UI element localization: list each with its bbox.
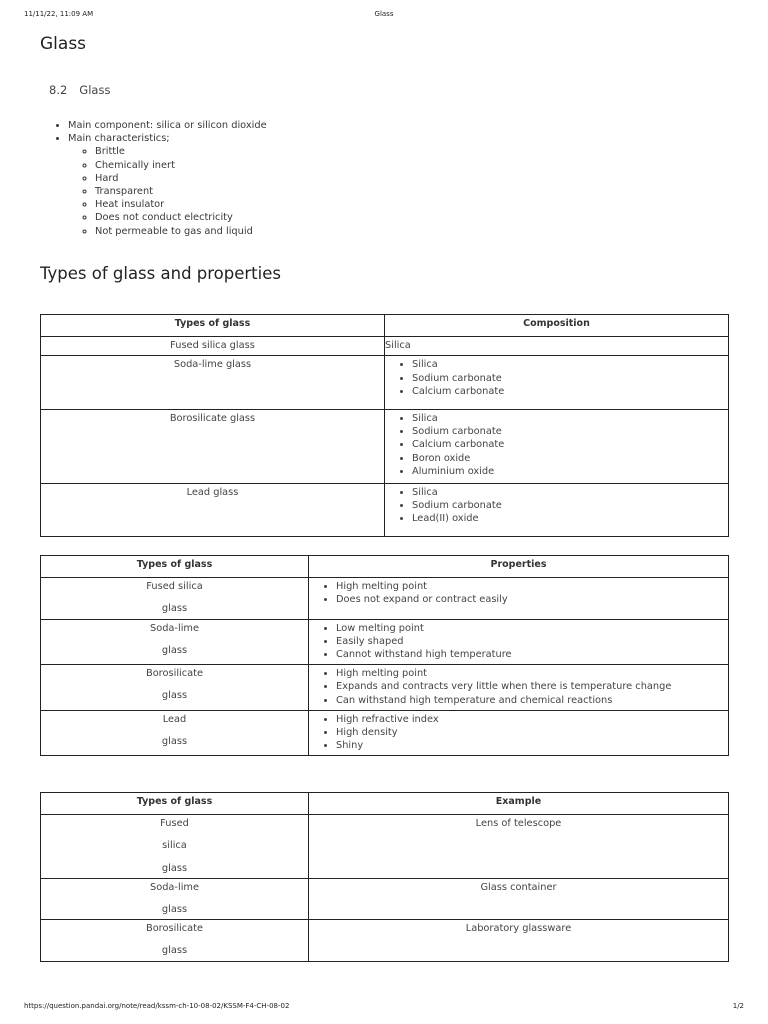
list-item: ◦ Hard	[95, 172, 267, 185]
list-item	[68, 132, 267, 238]
composition-table	[40, 314, 729, 537]
properties-list	[309, 580, 728, 606]
property-item: • High melting point	[336, 667, 728, 680]
glass-type-line: Soda-lime	[150, 881, 199, 893]
composition-cell	[385, 337, 729, 356]
property-item: • Easily shaped	[336, 635, 728, 648]
properties-list	[309, 622, 728, 662]
list-item: ◦ Does not conduct electricity	[95, 211, 267, 224]
example-cell: Laboratory glassware	[309, 920, 729, 961]
print-datetime: 11/11/22, 11:09 AM	[24, 10, 94, 18]
composition-item: • Lead(II) oxide	[412, 512, 728, 525]
glass-type-cell: Borosilicate glass	[41, 410, 385, 484]
glass-type-cell	[41, 878, 309, 919]
composition-item: • Boron oxide	[412, 452, 728, 465]
column-header: Types of glass	[41, 793, 309, 815]
composition-list	[385, 358, 728, 398]
section-heading	[49, 83, 110, 97]
composition-item: • Silica	[412, 358, 728, 371]
property-item: • Cannot withstand high temperature	[336, 648, 728, 661]
list-item: • Main component: silica or silicon dioxide	[68, 119, 267, 132]
glass-type-line: glass	[161, 904, 188, 916]
composition-item: • Sodium carbonate	[412, 372, 728, 385]
table-row	[41, 356, 729, 410]
glass-type-line: glass	[161, 736, 188, 748]
table-row	[41, 920, 729, 961]
glass-type-line: Fused silica	[146, 581, 203, 593]
glass-type-cell	[41, 619, 309, 665]
glass-type-line: silica	[162, 840, 187, 852]
list-item: ◦ Transparent	[95, 185, 267, 198]
table-header-row	[41, 556, 729, 578]
glass-type-line: glass	[161, 644, 188, 656]
table-row	[41, 710, 729, 756]
table-row	[41, 878, 729, 919]
print-header	[0, 10, 768, 22]
table-row	[41, 337, 729, 356]
composition-item: • Aluminium oxide	[412, 465, 728, 478]
glass-type-cell	[41, 665, 309, 711]
composition-item: • Silica	[412, 486, 728, 499]
example-cell: Lens of telescope	[309, 815, 729, 879]
table-header-row	[41, 315, 729, 337]
property-item: • Expands and contracts very little when there is temperature change	[336, 680, 728, 693]
glass-type-line: glass	[161, 603, 188, 615]
glass-type-line: Borosilicate	[145, 923, 204, 935]
table-row	[41, 484, 729, 537]
characteristics-label: Main characteristics;	[68, 133, 170, 145]
composition-list	[385, 486, 728, 526]
table-row	[41, 578, 729, 619]
example-cell: Glass container	[309, 878, 729, 919]
composition-item: Silica	[385, 340, 411, 352]
list-item: ◦ Brittle	[95, 145, 267, 158]
properties-table	[40, 555, 729, 756]
table-row	[41, 665, 729, 711]
composition-item: • Sodium carbonate	[412, 425, 728, 438]
column-header: Properties	[309, 556, 729, 578]
glass-type-cell	[41, 920, 309, 961]
glass-type-line: Soda-lime	[150, 622, 199, 634]
composition-cell	[385, 410, 729, 484]
list-item: ◦ Not permeable to gas and liquid	[95, 225, 267, 238]
properties-list	[309, 667, 728, 707]
list-item: ◦ Heat insulator	[95, 198, 267, 211]
composition-item: • Silica	[412, 412, 728, 425]
property-item: • Low melting point	[336, 622, 728, 635]
properties-cell	[309, 619, 729, 665]
table-row	[41, 815, 729, 879]
types-heading: Types of glass and properties	[40, 264, 281, 283]
print-footer	[0, 1002, 768, 1014]
glass-type-cell	[41, 710, 309, 756]
column-header: Types of glass	[41, 315, 385, 337]
column-header: Types of glass	[41, 556, 309, 578]
properties-cell	[309, 578, 729, 619]
column-header: Composition	[385, 315, 729, 337]
glass-type-cell: Fused silica glass	[41, 337, 385, 356]
section-title: Glass	[79, 83, 111, 97]
glass-type-cell	[41, 578, 309, 619]
page-title: Glass	[40, 34, 87, 54]
glass-type-line: Borosilicate	[145, 668, 204, 680]
glass-type-cell	[41, 815, 309, 879]
column-header: Example	[309, 793, 729, 815]
table-header-row	[41, 793, 729, 815]
glass-type-cell: Soda-lime glass	[41, 356, 385, 410]
glass-type-line: Fused	[160, 818, 189, 830]
properties-list	[309, 713, 728, 753]
section-number: 8.2	[49, 83, 68, 97]
properties-cell	[309, 665, 729, 711]
property-item: • High melting point	[336, 580, 728, 593]
composition-cell	[385, 356, 729, 410]
composition-item: • Calcium carbonate	[412, 385, 728, 398]
property-item: • High refractive index	[336, 713, 728, 726]
property-item: • Shiny	[336, 739, 728, 752]
glass-type-line: glass	[161, 945, 188, 957]
composition-item: • Calcium carbonate	[412, 438, 728, 451]
property-item: • Does not expand or contract easily	[336, 593, 728, 606]
composition-list	[385, 412, 728, 478]
page-number: 1/2	[732, 1002, 744, 1010]
composition-item: • Sodium carbonate	[412, 499, 728, 512]
print-url: https://question.pandai.org/note/read/kssm-ch-10-08-02/KSSM-F4-CH-08-02	[24, 1002, 290, 1010]
property-item: • High density	[336, 726, 728, 739]
glass-type-cell: Lead glass	[41, 484, 385, 537]
print-title: Glass	[374, 10, 394, 18]
main-list	[68, 119, 267, 238]
glass-type-line: glass	[161, 690, 188, 702]
characteristics-list	[68, 145, 267, 237]
glass-type-line: Lead	[162, 713, 187, 725]
property-item: • Can withstand high temperature and chemical reactions	[336, 694, 728, 707]
list-item: ◦ Chemically inert	[95, 159, 267, 172]
table-row	[41, 619, 729, 665]
table-row	[41, 410, 729, 484]
composition-cell	[385, 484, 729, 537]
glass-type-line: glass	[161, 862, 188, 874]
properties-cell	[309, 710, 729, 756]
example-table	[40, 792, 729, 962]
